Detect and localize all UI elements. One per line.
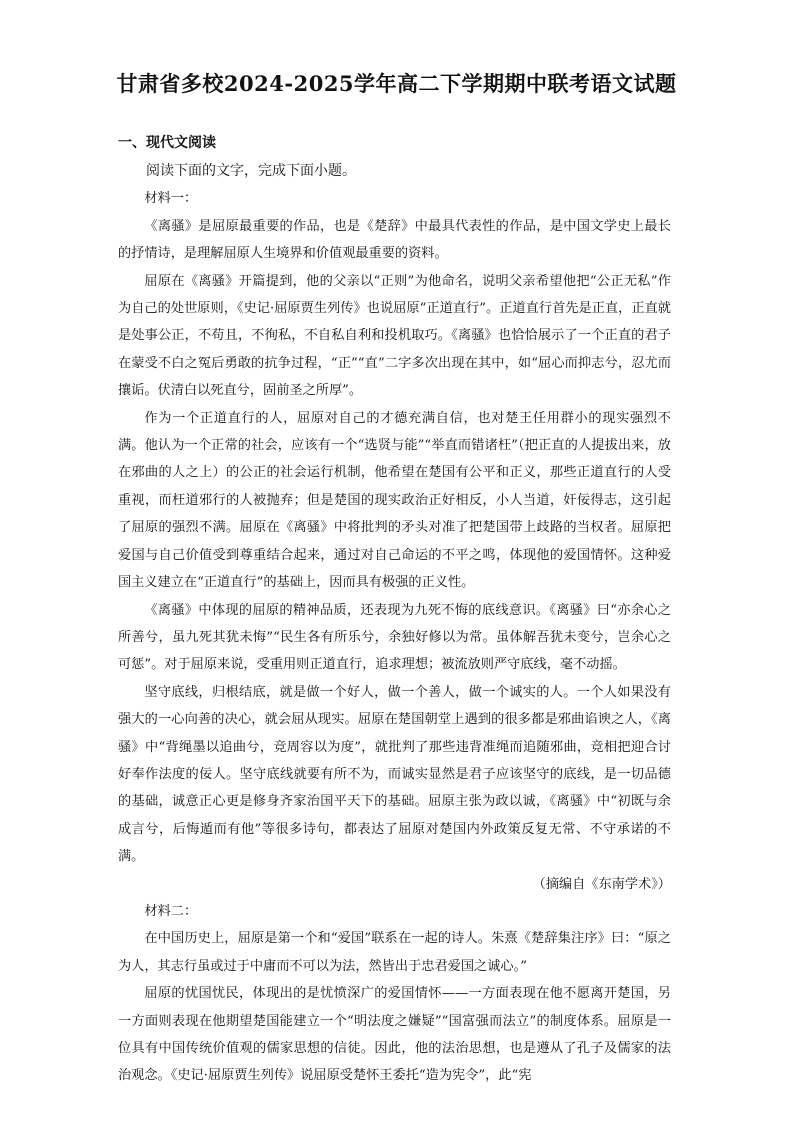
paragraph: 《离骚》中体现的屈原的精神品质，还表现为九死不悔的底线意识。《离骚》曰“亦余心之所善兮，虽九死其犹未悔”“民生各有所乐兮，余独好修以为常。虽体解吾犹未变兮，岂余心之可惩”。对于屈原来说，受重用则正道直行，追求理想；被流放则严守底线，毫不动摇。 [118,602,671,673]
section-heading: 一、现代文阅读 [118,135,216,151]
paragraph: 屈原的忧国忧民，体现出的是忧愤深广的爱国情怀——一方面表现在他不愿离开楚国，另一方面则表现在他期望楚国能建立一个“明法度之嫌疑”“国富强而法立”的制度体系。屈原是一位具有中国传统价值观的儒家思想的信徒。因此，他的法治思想，也是遵从了孔子及儒家的法治观念。《史记·屈原贾生列传》说屈原受楚怀王委托“造为宪令”，此“宪 [118,986,671,1084]
source-citation: （摘编自《东南学术》） [532,876,671,892]
instruction-text: 阅读下面的文字，完成下面小题。 [146,163,356,179]
document-body [118,158,671,1090]
paragraph: 《离骚》是屈原最重要的作品，也是《楚辞》中最具代表性的作品，是中国文学史上最长的抒情诗，是理解屈原人生境界和价值观最重要的资料。 [118,218,671,262]
material-label: 材料一： [144,191,198,207]
paragraph: 作为一个正道直行的人，屈原对自己的才德充满自信，也对楚王任用群小的现实强烈不满。他认为一个正常的社会，应该有一个“选贤与能”“举直而错诸枉”（把正直的人提拔出来，放在邪曲的人之上）的公正的社会运行机制，他希望在楚国有公平和正义，那些正道直行的人受重视，而枉道邪行的人被抛弃；但是楚国的现实政治正好相反，小人当道，奸佞得志，这引起了屈原的强烈不满。屈原在《离骚》中将批判的矛头对准了把楚国带上歧路的当权者。屈原把爱国与自己价值受到尊重结合起来，通过对自己命运的不平之鸣，体现他的爱国情怀。这种爱国主义建立在“正道直行”的基础上，因而具有极强的正义性。 [118,410,671,591]
material-label: 材料二： [144,903,198,919]
paragraph: 屈原在《离骚》开篇提到，他的父亲以“正则”为他命名，说明父亲希望他把“公正无私”作为自己的处世原则，《史记·屈原贾生列传》也说屈原“正道直行”。正道直行首先是正直，正直就是处事公正，不苟且，不徇私，不自私自利和投机取巧。《离骚》也恰恰展示了一个正直的君子在蒙受不白之冤后勇敢的抗争过程，“正”“直”二字多次出现在其中，如“屈心而抑志兮，忍尤而攘诟。伏清白以死直兮，固前圣之所厚”。 [118,273,671,399]
page-title: 甘肃省多校2024-2025学年高二下学期期中联考语文试题 [116,71,677,96]
paragraph: 在中国历史上，屈原是第一个和“爱国”联系在一起的诗人。朱熹《楚辞集注序》曰：“原之为人，其志行虽或过于中庸而不可以为法，然皆出于忠君爱国之诚心。” [118,931,671,974]
paragraph: 坚守底线，归根结底，就是做一个好人，做一个善人，做一个诚实的人。一个人如果没有强大的一心向善的决心，就会屈从现实。屈原在楚国朝堂上遇到的很多都是邪曲谄谀之人，《离骚》中“背绳墨以追曲兮，竞周容以为度”，就批判了那些违背准绳而追随邪曲，竞相把迎合讨好奉作法度的佞人。坚守底线就要有所不为，而诚实显然是君子应该坚守的底线，是一切品德的基础，诚意正心更是修身齐家治国平天下的基础。屈原主张为政以诚，《离骚》中“初既与余成言兮，后悔遁而有他”等很多诗句，都表达了屈原对楚国内外政策反复无常、不守承诺的不满。 [118,684,671,865]
